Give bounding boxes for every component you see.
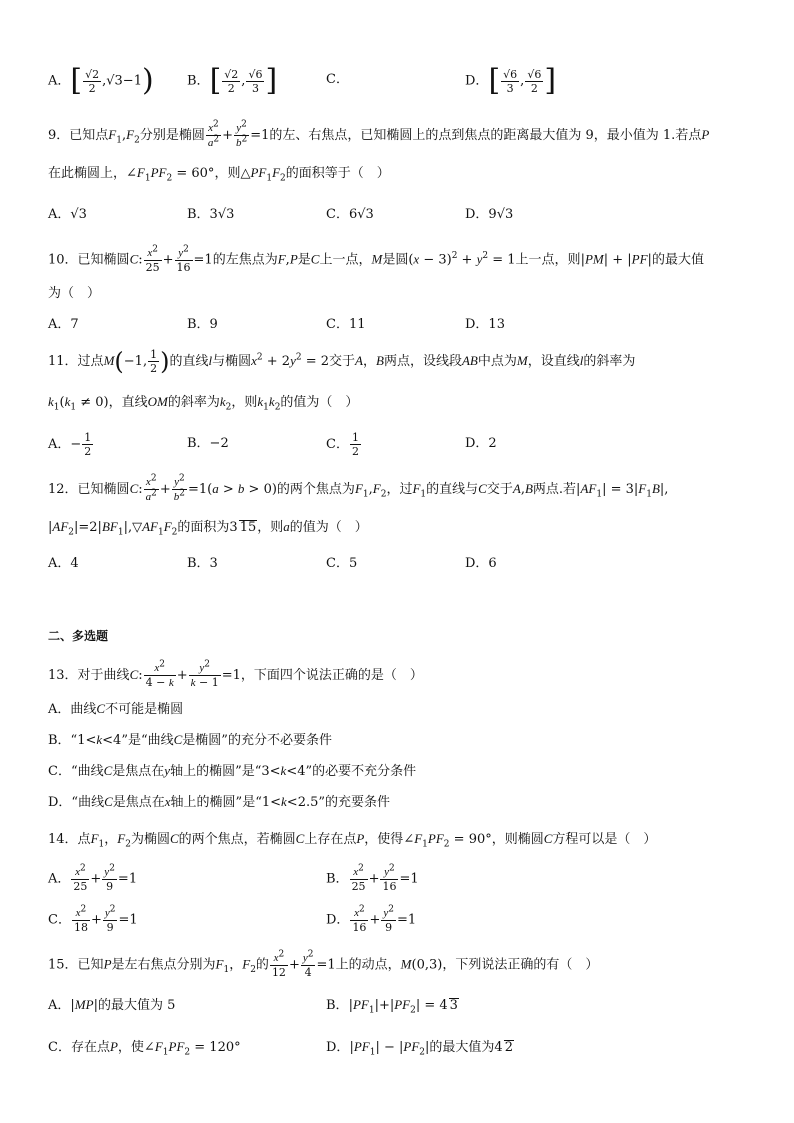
q10-option-c: C．11: [326, 317, 366, 332]
q9-option-b: B．3√3: [187, 207, 235, 222]
q14-option-a: A． $\frac{x^2}{25}$ + $\frac{y^2}{9}$ =1: [48, 863, 138, 893]
section-heading: 二、多选题: [48, 629, 109, 643]
q8-option-d: D．[ $\frac{√6}{3}$ , $\frac{√6}{2}$ ]: [465, 63, 557, 98]
q11-stem-line1: 11．过点M(−1, $\frac{1}{2}$ )的直线l与椭圆$x^2 + 2y^2 = 2$交于A，B两点，设线段AB中点为M，设直线l的斜率为: [48, 347, 636, 376]
q10-option-d: D．13: [465, 317, 505, 332]
q13-option-b: B．“1<k<4”是“曲线C是椭圆”的充分不必要条件: [48, 732, 332, 748]
q13-option-c: C．“曲线C是焦点在y轴上的椭圆”是“3<k<4”的必要不充分条件: [48, 763, 417, 779]
q14-option-d: D． $\frac{x^2}{16}$ + $\frac{y^2}{9}$ =1: [326, 904, 417, 934]
q8-option-c: C．: [326, 72, 349, 87]
q10-stem-line2: 为（ ）: [48, 286, 101, 301]
q9-option-c: C．6√3: [326, 207, 374, 222]
q14-option-c: C． $\frac{x^2}{18}$ + $\frac{y^2}{9}$ =1: [48, 904, 138, 934]
q15-option-c: C．存在点P，使$\angle F_1PF_2 = 120^\circ$: [48, 1039, 241, 1058]
q13-option-d: D．“曲线C是焦点在x轴上的椭圆”是“1<k<2.5”的充要条件: [48, 794, 391, 810]
q12-option-a: A．4: [48, 556, 79, 571]
q12-option-d: D．6: [465, 556, 497, 571]
q10-option-a: A．7: [48, 317, 79, 332]
q9-option-a: A．√3: [48, 207, 87, 222]
q11-option-c: C． $\frac{1}{2}$: [326, 431, 359, 458]
q14-stem: 14．点$F_1$，$F_2$为椭圆C的两个焦点，若椭圆C上存在点P，使得$\angle F_1PF_2 = 90^\circ$，则椭圆C方程可以是（ ）: [48, 831, 657, 850]
q12-stem-line1: 12．已知椭圆C: $\frac{x^2}{a^2}$ + $\frac{y^2}{b^2}$ =1(a > b > 0)的两个焦点为$F_1,F_2$，过$F_1$的直线与C交于A,B两点.若$|AF_1| = 3|F_1B|$,: [48, 473, 669, 503]
q11-option-a: A．− $\frac{1}{2}$: [48, 431, 92, 458]
q9-option-d: D．9√3: [465, 207, 514, 222]
q9-stem-line2: 在此椭圆上，$\angle F_1PF_2 = 60^\circ$，则$\triangle PF_1F_2$的面积等于（ ）: [48, 165, 390, 184]
q15-option-b: B．$|PF_1|+|PF_2| = 4$ 3: [326, 997, 458, 1016]
q15-option-d: D．$|PF_1| - |PF_2|$的最大值为4 2: [326, 1039, 513, 1058]
q12-option-c: C．5: [326, 556, 358, 571]
q15-option-a: A．|MP|的最大值为 5: [48, 997, 176, 1013]
q13-option-a: A．曲线C不可能是椭圆: [48, 701, 184, 717]
q8-option-a: A．[ $\frac{√2}{2}$ ,√3−1): [48, 63, 154, 98]
q10-stem-line1: 10．已知椭圆C: $\frac{x^2}{25}$ + $\frac{y^2}{16}$ =1的左焦点为F,P是C上一点，M是圆$(x - 3)^2 + y^2 = 1$上一点，则|PM| + |PF|的最大值: [48, 244, 704, 274]
q13-stem: 13．对于曲线C: $\frac{x^2}{4 - k}$ + $\frac{y^2}{k - 1}$ =1，下面四个说法正确的是（ ）: [48, 659, 423, 689]
q9-stem-line1: 9．已知点$F_1,F_2$分别是椭圆 $\frac{x^2}{a^2}$ + $\frac{y^2}{b^2}$ =1的左、右焦点，已知椭圆上的点到焦点的距离最大值为 9，最小值为 1.若点P: [48, 119, 710, 149]
q12-option-b: B．3: [187, 556, 218, 571]
q15-stem: 15．已知P是左右焦点分别为$F_1$，$F_2$的 $\frac{x^2}{12}$ + $\frac{y^2}{4}$ =1上的动点，M(0,3)，下列说法正确的有（ ）: [48, 949, 599, 979]
q14-option-b: B． $\frac{x^2}{25}$ + $\frac{y^2}{16}$ =1: [326, 863, 419, 893]
q11-option-d: D．2: [465, 436, 497, 451]
q11-option-b: B．−2: [187, 436, 229, 451]
q10-option-b: B．9: [187, 317, 218, 332]
q8-option-b: B．[ $\frac{√2}{2}$ , $\frac{√6}{3}$ ]: [187, 63, 278, 98]
q11-stem-line2: $k_1(k_1 \ne 0)$，直线OM的斜率为$k_2$，则$k_1k_2$的值为（ ）: [48, 394, 359, 413]
q12-stem-line2: $|AF_2|=2|BF_1|,▽AF_1F_2$的面积为3 15，则a的值为（ ）: [48, 519, 368, 538]
